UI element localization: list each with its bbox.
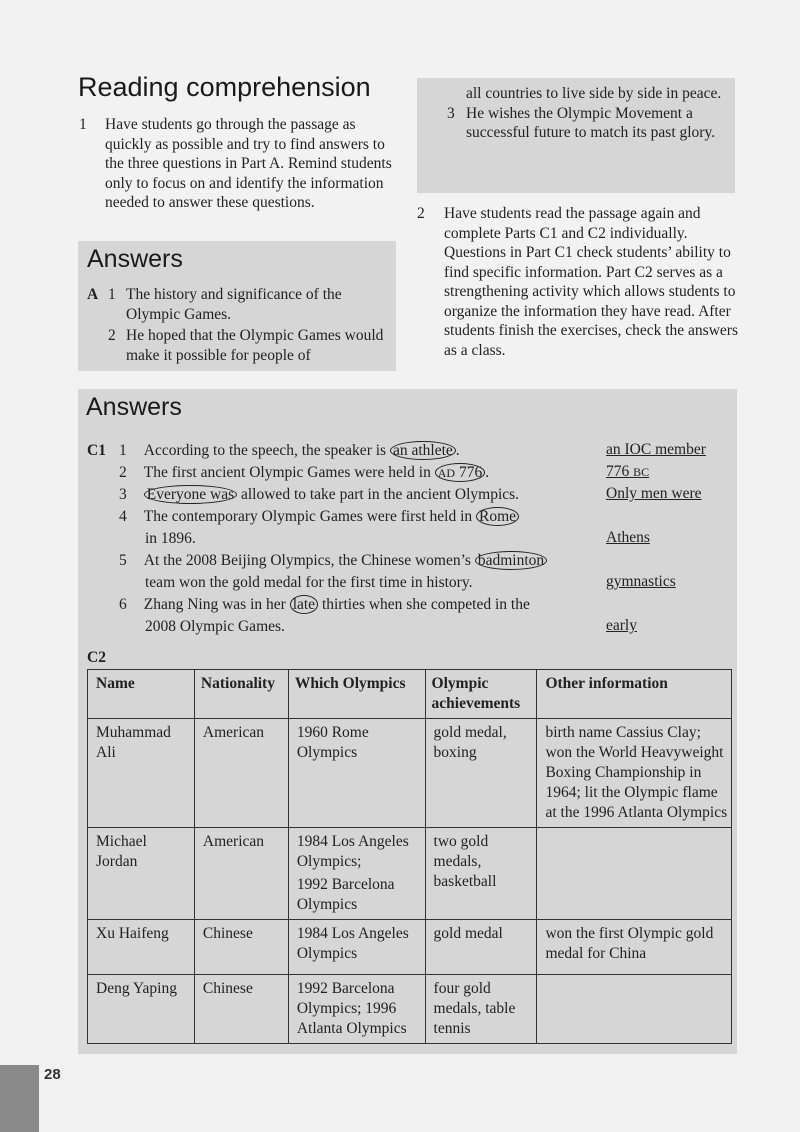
list-item: 2 He hoped that the Olympic Games would make it possible for people of	[108, 327, 384, 364]
step-number: 1	[79, 116, 87, 133]
page-number: 28	[44, 1066, 61, 1083]
step-2	[417, 204, 739, 360]
c1-label: C1	[87, 442, 106, 459]
answers-a-list	[87, 285, 392, 365]
c1-correction: 776 BC	[606, 463, 650, 480]
table-cell: two gold medals, basketball	[425, 828, 537, 920]
table-cell: 1984 Los Angeles Olympics	[288, 920, 425, 975]
page-title: Reading comprehension	[78, 72, 371, 102]
c2-table	[87, 669, 732, 1044]
column-header: Olympic achievements	[425, 670, 537, 719]
c2-label: C2	[87, 649, 106, 666]
table-cell: won the first Olympic gold medal for China	[537, 920, 732, 975]
c1-correction: Only men were	[606, 485, 702, 502]
table-cell: Chinese	[194, 975, 288, 1044]
table-cell	[537, 975, 732, 1044]
table-row	[88, 719, 732, 828]
column-header: Name	[88, 670, 195, 719]
step-text: Have students read the passage again and complete Parts C1 and C2 individually. Questions in Part C1 check students’ ability to find specific information. Part C2 serves as a strengthening activity which allows students to organize the information they have read. After students finish the exercises, check the answers as a class.	[444, 205, 738, 359]
circled-phrase: an athlete	[390, 441, 456, 460]
table-cell: Michael Jordan	[88, 828, 195, 920]
table-cell: 1960 Rome Olympics	[288, 719, 425, 828]
table-cell: birth name Cassius Clay; won the World Heavyweight Boxing Championship in 1964; lit the Olympic flame at the 1996 Atlanta Olympics	[537, 719, 732, 828]
table-cell: American	[194, 719, 288, 828]
table-cell: four gold medals, table tennis	[425, 975, 537, 1044]
circled-phrase: badminton	[475, 551, 547, 570]
c1-item-line2: team won the gold medal for the first time in history.	[145, 574, 473, 591]
table-cell: gold medal	[425, 920, 537, 975]
table-cell: gold medal, boxing	[425, 719, 537, 828]
c1-correction: early	[606, 617, 637, 634]
list-item: 1 The history and significance of the Olympic Games.	[108, 286, 342, 323]
table-cell: Chinese	[194, 920, 288, 975]
circled-phrase: Rome	[476, 507, 519, 526]
column-header: Other information	[537, 670, 732, 719]
table-cell: American	[194, 828, 288, 920]
column-header: Which Olympics	[288, 670, 425, 719]
c1-item: 2 The first ancient Olympic Games were held in AD 776 .	[119, 464, 490, 481]
step-1	[79, 115, 397, 213]
circled-phrase: 776	[455, 464, 483, 481]
table-row	[88, 975, 732, 1044]
table-cell: 1984 Los Angeles Olympics; 1992 Barcelona Olympics	[288, 828, 425, 920]
answers-c-heading: Answers	[86, 393, 182, 421]
c1-correction: an IOC member	[606, 441, 706, 458]
answers-a-heading: Answers	[87, 245, 183, 273]
table-cell: Deng Yaping	[88, 975, 195, 1044]
c1-item: 6 Zhang Ning was in her late thirties when she competed in the	[119, 596, 530, 613]
c1-item-line2: in 1896.	[145, 530, 196, 547]
c1-item-line2: 2008 Olympic Games.	[145, 618, 285, 635]
table-row	[88, 828, 732, 920]
circled-era: AD	[437, 466, 456, 480]
c1-item: 1 According to the speech, the speaker is an athlete .	[119, 442, 460, 459]
c1-item: 5 At the 2008 Beijing Olympics, the Chinese women’s badminton	[119, 550, 547, 572]
step-number: 2	[417, 205, 425, 222]
c1-correction: Athens	[606, 529, 650, 546]
page-tab	[0, 1065, 39, 1132]
part-label: A	[87, 286, 99, 303]
list-item: 3 He wishes the Olympic Movement a successful future to match its past glory.	[447, 104, 716, 141]
list-item-continuation: all countries to live side by side in peace.	[466, 85, 722, 102]
answers-a-continued	[447, 84, 732, 143]
table-cell	[537, 828, 732, 920]
table-cell: Muhammad Ali	[88, 719, 195, 828]
circled-phrase: late	[290, 595, 318, 614]
c1-correction: gymnastics	[606, 573, 676, 590]
column-header: Nationality	[194, 670, 288, 719]
c1-item: 3 Everyone was allowed to take part in the ancient Olympics.	[119, 486, 520, 503]
table-row	[88, 920, 732, 975]
c1-item: 4 The contemporary Olympic Games were first held in Rome	[119, 506, 519, 528]
table-header-row	[88, 670, 732, 719]
circled-phrase: Everyone was	[144, 485, 237, 504]
step-text: Have students go through the passage as quickly as possible and try to find answers to the three questions in Part A. Remind students only to focus on and identify the information needed to answer these questions.	[105, 116, 392, 211]
table-cell: 1992 Barcelona Olympics; 1996 Atlanta Olympics	[288, 975, 425, 1044]
table-cell: Xu Haifeng	[88, 920, 195, 975]
